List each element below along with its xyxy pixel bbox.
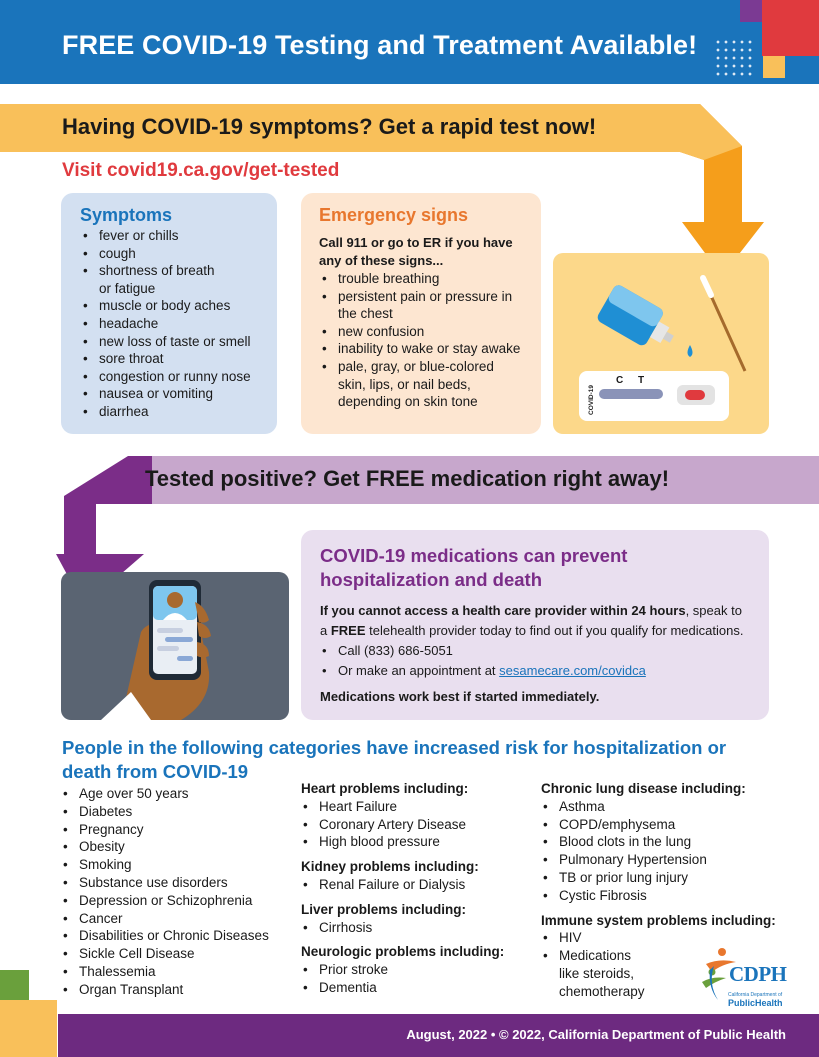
risk-item: • Thalessemia xyxy=(61,963,291,981)
emergency-list xyxy=(319,270,525,411)
risk-middle-column xyxy=(301,780,531,1004)
lung-title: Chronic lung disease including: xyxy=(541,781,746,796)
lung-item: • Pulmonary Hypertension xyxy=(541,851,781,869)
emergency-lead: Call 911 or go to ER if you have any of these signs... xyxy=(319,235,513,268)
test-kit-illustration xyxy=(553,253,769,434)
medications-card xyxy=(301,530,769,720)
heart-item: • High blood pressure xyxy=(301,833,531,851)
test-kit-label-c: C xyxy=(616,375,624,386)
appointment-option xyxy=(320,661,751,681)
kidney-list xyxy=(301,876,531,894)
risk-item: • Obesity xyxy=(61,838,291,856)
risk-item: • Age over 50 years xyxy=(61,785,291,803)
footer-text: August, 2022 • © 2022, California Department of Public Health xyxy=(406,1027,786,1042)
test-kit-icon xyxy=(553,253,769,434)
dot-grid-decoration xyxy=(714,38,754,78)
emergency-item: • inability to wake or stay awake xyxy=(319,340,525,358)
immune-list xyxy=(541,929,651,1000)
emergency-item: • persistent pain or pressure in the chest xyxy=(319,288,525,323)
visit-link[interactable]: Visit covid19.ca.gov/get-tested xyxy=(62,160,340,181)
decor-square-red xyxy=(762,0,819,56)
risk-item: • Cancer xyxy=(61,910,291,928)
emergency-card xyxy=(301,193,541,434)
symptoms-card xyxy=(61,193,277,434)
risk-item: • Sickle Cell Disease xyxy=(61,945,291,963)
test-kit-label-t: T xyxy=(638,375,645,386)
lung-item: • TB or prior lung injury xyxy=(541,869,781,887)
risk-item: • Disabilities or Chronic Diseases xyxy=(61,927,291,945)
page-title: FREE COVID-19 Testing and Treatment Available! xyxy=(62,30,698,60)
symptoms-list xyxy=(80,227,261,421)
emergency-item: • new confusion xyxy=(319,323,525,341)
liver-item: • Cirrhosis xyxy=(301,919,531,937)
symptom-item: • muscle or body aches xyxy=(80,297,261,315)
heart-title: Heart problems including: xyxy=(301,781,469,796)
risk-item: • Substance use disorders xyxy=(61,874,291,892)
symptom-item: • nausea or vomiting xyxy=(80,385,261,403)
medications-intro xyxy=(320,601,751,640)
risk-item: • Organ Transplant xyxy=(61,981,291,999)
emergency-title: Emergency signs xyxy=(319,205,469,225)
symptoms-title: Symptoms xyxy=(80,205,173,225)
neuro-item: • Prior stroke xyxy=(301,961,531,979)
liver-title: Liver problems including: xyxy=(301,901,467,917)
testing-banner-title: Having COVID-19 symptoms? Get a rapid test now! xyxy=(62,114,597,139)
symptom-item: • cough xyxy=(80,245,261,263)
lung-item: • COPD/emphysema xyxy=(541,816,781,834)
intro-end: telehealth provider today to find out if you qualify for medications. xyxy=(365,622,744,638)
appointment-link[interactable]: sesamecare.com/covidca xyxy=(499,662,646,678)
call-option[interactable] xyxy=(320,641,751,661)
kidney-title: Kidney problems including: xyxy=(301,859,479,875)
immune-item: • Medications like steroids, chemotherapy xyxy=(541,947,651,1000)
heart-list xyxy=(301,798,531,851)
intro-rest: , speak to a xyxy=(320,603,742,638)
lung-item: • Asthma xyxy=(541,798,781,816)
logo-subtitle-small: California Department of xyxy=(728,992,783,998)
risk-item: • Pregnancy xyxy=(61,821,291,839)
phone-doctor-icon xyxy=(61,572,289,720)
decor-square-yellow xyxy=(763,56,785,78)
risk-general-column xyxy=(61,785,291,999)
medications-title: COVID-19 medications can prevent hospitalization and death xyxy=(320,545,628,590)
logo-subtitle xyxy=(728,992,783,1008)
neuro-item: • Dementia xyxy=(301,979,531,997)
risk-item: • Smoking xyxy=(61,856,291,874)
risk-general-list xyxy=(61,785,291,999)
call-text[interactable]: Call (833) 686-5051 xyxy=(338,643,453,658)
emergency-item: • trouble breathing xyxy=(319,270,525,288)
logo-text: CDPH xyxy=(729,962,787,986)
symptom-item: • shortness of breath xyxy=(80,262,261,280)
test-kit-label-covid: COVID-19 xyxy=(588,385,595,415)
heart-item: • Coronary Artery Disease xyxy=(301,816,531,834)
symptom-item: • sore throat xyxy=(80,350,261,368)
treatment-banner-title: Tested positive? Get FREE medication right away! xyxy=(145,466,670,491)
emergency-item: • pale, gray, or blue-colored skin, lips, or nail beds, depending on skin tone xyxy=(319,358,525,411)
neuro-title: Neurologic problems including: xyxy=(301,944,505,960)
symptom-item: • new loss of taste or smell xyxy=(80,333,261,351)
decor-square-purple xyxy=(740,0,762,22)
immune-item: • HIV xyxy=(541,929,651,947)
medications-final: Medications work best if started immediately. xyxy=(320,689,600,704)
kidney-item: • Renal Failure or Dialysis xyxy=(301,876,531,894)
telehealth-illustration xyxy=(61,572,289,720)
intro-bold: If you cannot access a health care provider within 24 hours xyxy=(320,603,686,618)
symptom-item: • fever or chills xyxy=(80,227,261,245)
symptom-item: or fatigue xyxy=(99,280,156,296)
neuro-list xyxy=(301,961,531,997)
immune-title: Immune system problems including: xyxy=(541,912,776,928)
symptom-item: • diarrhea xyxy=(80,403,261,421)
symptom-item: • headache xyxy=(80,315,261,333)
footer-bar xyxy=(58,1014,819,1057)
logo-subtitle-main: PublicHealth xyxy=(728,998,783,1008)
liver-list xyxy=(301,919,531,937)
appt-prefix: Or make an appointment at xyxy=(338,662,500,678)
risk-item: • Depression or Schizophrenia xyxy=(61,892,291,910)
lung-list xyxy=(541,798,781,905)
intro-free: FREE xyxy=(330,622,366,638)
medications-options xyxy=(320,641,751,680)
symptom-item: • congestion or runny nose xyxy=(80,368,261,386)
risk-item: • Diabetes xyxy=(61,803,291,821)
decor-square-yellow-bottom xyxy=(0,1000,57,1057)
risk-title: People in the following categories have increased risk for hospitalization or death from COVID-19 xyxy=(62,737,727,782)
lung-item: • Cystic Fibrosis xyxy=(541,887,781,905)
decor-square-green xyxy=(0,970,29,1000)
heart-item: • Heart Failure xyxy=(301,798,531,816)
lung-item: • Blood clots in the lung xyxy=(541,833,781,851)
